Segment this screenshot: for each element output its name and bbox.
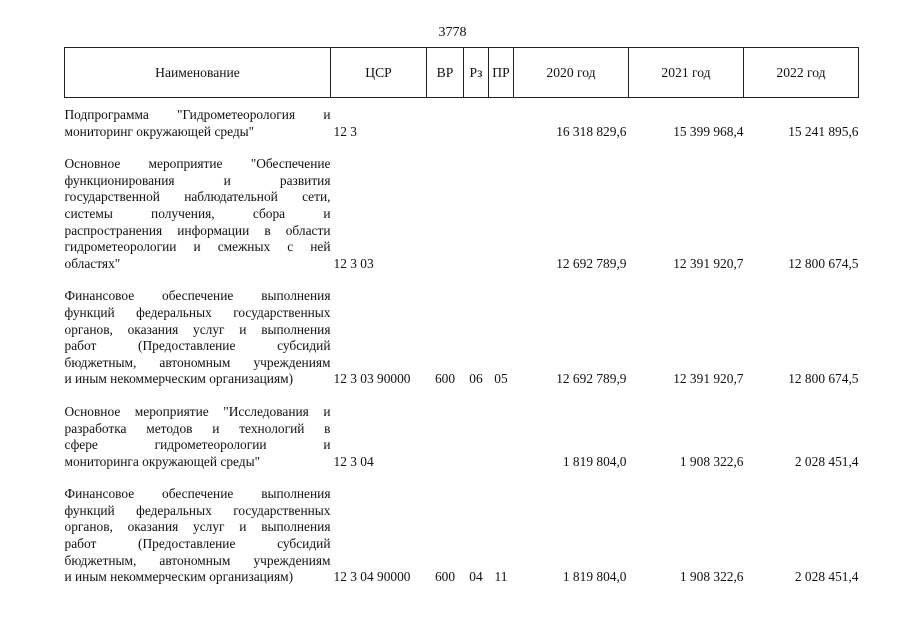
row-name-line: функций федеральных государственных [64,502,331,518]
row-rz [464,107,489,156]
row-2021: 12 391 920,7 [673,371,744,387]
table-row [65,486,859,586]
row-name-line: Основное мероприятие "Обеспечение [64,156,331,172]
row-vr: 600 [434,569,456,585]
header-2022: 2022 год [744,48,859,98]
row-pr [489,156,514,288]
table-body [65,98,859,586]
row-2022: 15 241 895,6 [788,123,859,139]
header-vr: ВР [427,48,464,98]
row-name-line: Финансовое обеспечение выполнения [64,486,331,502]
row-pr: 05 [494,371,508,387]
row-name [65,107,331,156]
row-vr [427,107,464,156]
row-name-line: сфере гидрометеорологии и [64,437,331,453]
row-name-line: функционирования и развития [64,172,331,188]
header-2021: 2021 год [629,48,744,98]
row-rz [464,156,489,288]
row-2020: 12 692 789,9 [556,255,627,271]
row-2020: 12 692 789,9 [556,371,627,387]
row-name-line: мониторинга окружающей среды" [64,453,261,469]
row-name-line: Финансовое обеспечение выполнения [64,288,331,304]
row-name-line: органов, оказания услуг и выполнения [64,321,331,337]
row-csr: 12 3 03 90000 [333,371,411,387]
table-row [65,156,859,288]
row-vr [427,156,464,288]
header-pr: ПР [489,48,514,98]
row-csr: 12 3 04 90000 [333,569,411,585]
row-name-line: Основное мероприятие "Исследования и [64,403,331,419]
row-csr: 12 3 04 [333,453,374,469]
row-name-line: бюджетным, автономным учреждениям [64,552,331,568]
row-name-line: государственной наблюдательной сети, [64,189,331,205]
row-vr [427,404,464,486]
row-name [65,404,331,486]
row-2021: 1 908 322,6 [679,453,744,469]
row-name-line: и иным некоммерческим организациям) [64,371,294,387]
row-2022: 2 028 451,4 [794,569,859,585]
row-pr [489,404,514,486]
row-csr: 12 3 03 [333,255,374,271]
row-rz [464,404,489,486]
header-rz: Рз [464,48,489,98]
table-row [65,288,859,404]
row-2021: 15 399 968,4 [673,123,744,139]
header-2020: 2020 год [514,48,629,98]
row-2021: 1 908 322,6 [679,569,744,585]
row-2022: 12 800 674,5 [788,255,859,271]
table-row [65,107,859,156]
page-number: 3778 [438,25,467,40]
table-header [65,48,859,98]
row-name-line: областях" [64,255,121,271]
row-name-line: работ (Предоставление субсидий [64,338,331,354]
row-name-line: работ (Предоставление субсидий [64,536,331,552]
row-2022: 2 028 451,4 [794,453,859,469]
row-2020: 1 819 804,0 [562,569,627,585]
row-name-line: и иным некоммерческим организациям) [64,569,294,585]
row-name-line: функций федеральных государственных [64,304,331,320]
row-rz: 04 [469,569,483,585]
row-csr: 12 3 [333,123,357,139]
row-name-line: разработка методов и технологий в [64,420,331,436]
table-row [65,404,859,486]
row-pr [489,107,514,156]
row-name-line: распространения информации в области [64,222,331,238]
row-name-line: системы получения, сбора и [64,205,331,221]
row-name-line: органов, оказания услуг и выполнения [64,519,331,535]
row-pr: 11 [494,569,508,585]
row-name-line: гидрометеорологии и смежных с ней [64,239,331,255]
row-vr: 600 [434,371,456,387]
row-2021: 12 391 920,7 [673,255,744,271]
row-rz: 06 [469,371,483,387]
header-csr: ЦСР [331,48,427,98]
row-2020: 1 819 804,0 [562,453,627,469]
row-name [65,486,331,586]
row-name-line: Подпрограмма "Гидрометеорология и [64,107,331,122]
row-name [65,288,331,404]
row-name [65,156,331,288]
row-2022: 12 800 674,5 [788,371,859,387]
row-2020: 16 318 829,6 [556,123,627,139]
header-name: Наименование [65,48,331,98]
row-name-line: бюджетным, автономным учреждениям [64,354,331,370]
row-name-line: мониторинг окружающей среды" [64,123,255,139]
budget-table [64,47,859,586]
